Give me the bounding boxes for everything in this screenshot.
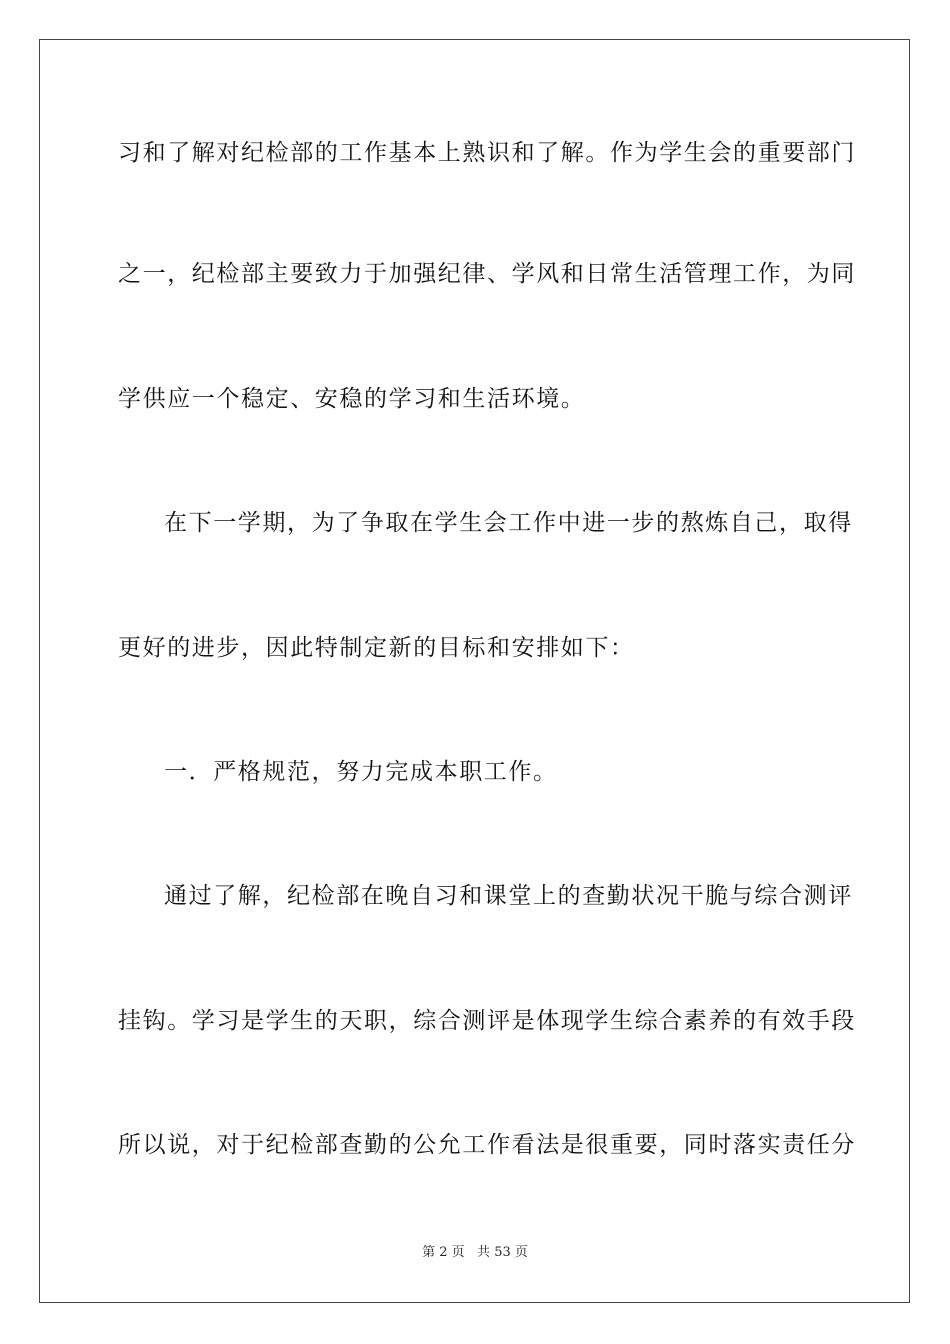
section-heading: 一．严格规范，努力完成本职工作。 bbox=[164, 759, 558, 785]
page-number-footer: 第 2 页 共 53 页 bbox=[422, 1245, 528, 1260]
body-text-line-1: 习和了解对纪检部的工作基本上熟识和了解。作为学生会的重要部门 bbox=[118, 140, 856, 166]
page-border bbox=[39, 39, 910, 1303]
paragraph-line-7: 通过了解，纪检部在晚自习和课堂上的查勤状况干脆与综合测评 bbox=[164, 883, 853, 909]
body-text-line-3: 学供应一个稳定、安稳的学习和生活环境。 bbox=[118, 386, 586, 412]
body-text-line-5: 更好的进步，因此特制定新的目标和安排如下： bbox=[118, 635, 635, 661]
body-text-line-2: 之一，纪检部主要致力于加强纪律、学风和日常生活管理工作，为同 bbox=[118, 261, 856, 287]
paragraph-line-4: 在下一学期，为了争取在学生会工作中进一步的熬炼自己，取得 bbox=[164, 510, 853, 536]
body-text-line-9: 所以说，对于纪检部查勤的公允工作看法是很重要，同时落实责任分 bbox=[118, 1132, 856, 1158]
body-text-line-8: 挂钩。学习是学生的天职，综合测评是体现学生综合素养的有效手段 bbox=[118, 1008, 856, 1034]
